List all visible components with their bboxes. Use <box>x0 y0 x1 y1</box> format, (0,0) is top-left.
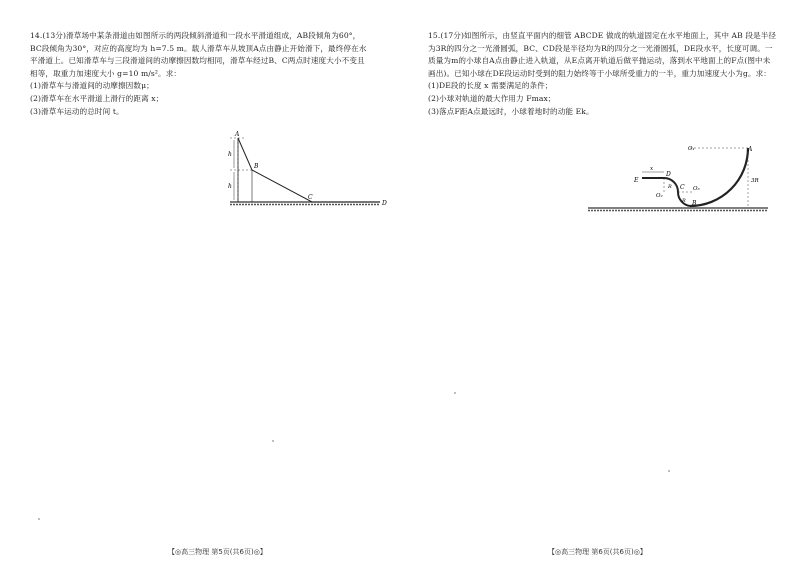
label-R-upper: R <box>668 184 672 190</box>
slope-figure <box>222 128 392 212</box>
label-D: D <box>666 171 671 178</box>
label-O1: O₁ <box>688 146 695 152</box>
problem-14-question-1: (1)滑草车与滑道间的动摩擦因数μ； <box>30 81 154 91</box>
scan-dot <box>454 392 456 394</box>
problem-15-question-1: (1)DE段的长度 x 需要满足的条件； <box>428 81 553 91</box>
scan-dot <box>272 440 274 442</box>
problem-15-questions <box>428 80 778 118</box>
problem-15 <box>428 30 778 118</box>
problem-15-question-3: (3)落点F距A点最远时，小球着地时的动能 Ek。 <box>428 106 594 116</box>
label-D: D <box>382 200 387 207</box>
scan-dot <box>668 470 670 472</box>
problem-14-text: 14.(13分)滑草场中某条滑道由如图所示的两段倾斜滑道和一段水平滑道组成，AB段倾角为60°，BC段倾角为30°，对应的高度均为 h=7.5 m。载人滑草车从坡顶A点由静止开始滑下，最终停在水平滑道上。已知滑草车与三段滑道间的动摩擦因数均相同，滑草车经过B、C两点时速度大小不变且相等，取重力加速度大小 g=10 m/s²。求： <box>30 31 367 78</box>
problem-14-question-3: (3)滑草车运动的总时间 t。 <box>30 106 124 116</box>
label-C: C <box>680 184 685 191</box>
problem-14-question-2: (2)滑草车在水平滑道上滑行的距离 x； <box>30 93 164 103</box>
problem-15-text: 15.(17分)如图所示，由竖直平面内的细管 ABCDE 做成的轨道固定在水平地面上，其中 AB 段是半径为3R的四分之一光滑圆弧，BC、CD段是半径均为R的四分之一光滑圆弧，DE段水平，长度可调。一质量为m的小球自A点由静止进入轨道，从E点离开轨道后做平抛运动，落到水平地面上的F点(图中未画出)。已知小球在DE段运动时受到的阻力始终等于小球所受重力的一半，重力加速度大小为g。求： <box>428 31 777 78</box>
label-O3: O₃ <box>693 186 700 192</box>
page-footer-6: 【◎高三物理 第6页(共6页)◎】 <box>548 548 647 556</box>
label-A: A <box>235 131 240 138</box>
label-B: B <box>692 200 697 207</box>
problem-14 <box>30 30 370 118</box>
problem-15-question-2: (2)小球对轨道的最大作用力 Fmax； <box>428 93 556 103</box>
label-3R: 3R <box>751 178 759 184</box>
label-h-lower: h <box>228 183 232 190</box>
label-h-upper: h <box>228 151 232 158</box>
label-O2: O₂ <box>656 193 663 199</box>
right-page <box>400 0 800 565</box>
scan-dot <box>38 518 40 520</box>
label-E: E <box>634 177 639 184</box>
label-x: x <box>650 166 654 172</box>
label-R-lower: R <box>682 198 686 204</box>
page-footer-5: 【◎高三物理 第5页(共6页)◎】 <box>168 548 267 556</box>
label-A: A <box>748 146 753 153</box>
track-figure <box>588 142 776 214</box>
problem-14-questions <box>30 80 370 118</box>
label-B: B <box>254 163 259 170</box>
label-C: C <box>308 194 313 201</box>
